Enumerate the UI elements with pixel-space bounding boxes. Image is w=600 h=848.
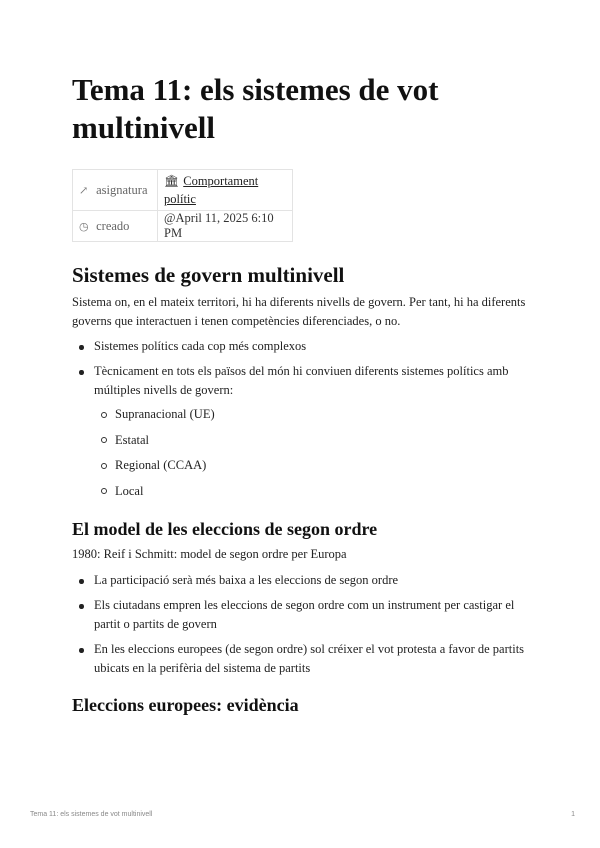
section-heading-european-elections: Eleccions europees: evidència	[72, 695, 299, 715]
section-heading-second-order: El model de les eleccions de segon ordre	[72, 519, 378, 539]
section-paragraph: 1980: Reif i Schmitt: model de segon ordre per Europa	[72, 547, 347, 561]
section-heading-multilevel: Sistemes de govern multinivell	[72, 263, 345, 287]
property-value: @April 11, 2025 6:10 PM	[158, 211, 293, 242]
sub-list-item: Supranacional (UE)	[72, 405, 502, 431]
page-footer	[30, 811, 575, 818]
page-number: 1	[571, 811, 575, 818]
property-row-subject	[73, 170, 293, 211]
list-item: Tècnicament en tots els països del món hi conviuen diferents sistemes polítics amb múltiples nivells de govern:	[72, 362, 528, 400]
page-title: Tema 11: els sistemes de vot multinivell	[72, 72, 439, 145]
bullet-list	[72, 571, 528, 684]
clock-icon: ◷	[79, 220, 89, 233]
sub-list-item: Local	[72, 482, 502, 508]
footer-title: Tema 11: els sistemes de vot multinivell	[30, 811, 153, 818]
bank-icon: 🏛	[164, 174, 180, 188]
bullet-list	[72, 337, 528, 406]
arrow-up-right-icon: ↗	[79, 184, 89, 197]
list-item: En les eleccions europees (de segon ordre) sol créixer el vot protesta a favor de partits ubicats en la perifèria del sistema de partits	[72, 640, 528, 678]
sub-list-item: Regional (CCAA)	[72, 456, 502, 482]
property-value	[158, 170, 293, 211]
list-item: Els ciutadans empren les eleccions de segon ordre com un instrument per castigar el partit o partits de govern	[72, 596, 528, 634]
sub-list-item: Estatal	[72, 431, 502, 457]
property-row-created	[73, 211, 293, 242]
list-item: Sistemes polítics cada cop més complexos	[72, 337, 528, 356]
section-paragraph: Sistema on, en el mateix territori, hi ha diferents nivells de govern. Per tant, hi ha diferents governs que interactuen i tenen competències diferenciades, o no.	[72, 295, 526, 328]
properties-table	[72, 169, 293, 242]
property-key: ◷ creado	[73, 211, 158, 242]
property-key: ↗ asignatura	[73, 170, 158, 211]
list-item: La participació serà més baixa a les eleccions de segon ordre	[72, 571, 528, 590]
sub-bullet-list	[72, 405, 502, 507]
subject-link[interactable]: Comportament polític	[164, 174, 259, 206]
